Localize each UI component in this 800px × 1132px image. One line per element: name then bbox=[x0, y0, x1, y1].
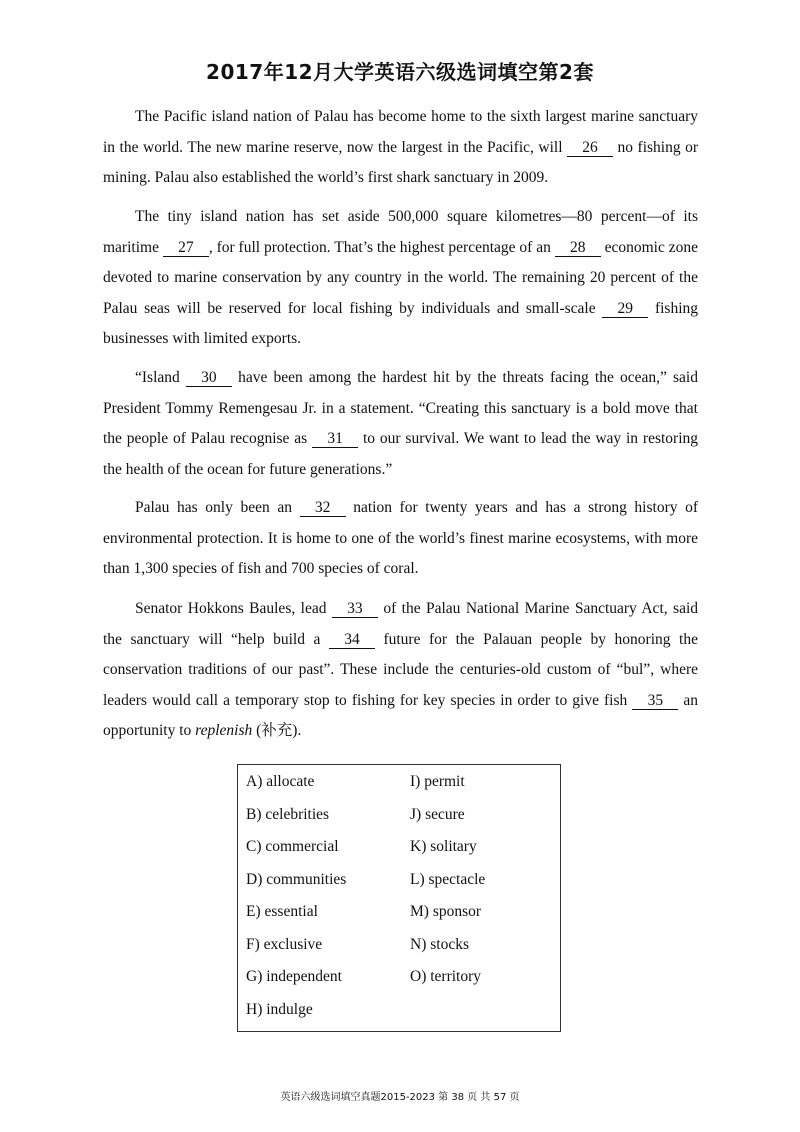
paragraph-1 bbox=[103, 102, 698, 194]
paragraph-3 bbox=[103, 363, 698, 485]
option-a: A) allocate bbox=[246, 773, 315, 790]
blank-28: 28 bbox=[555, 240, 601, 257]
blank-29: 29 bbox=[602, 301, 648, 318]
paragraph-5 bbox=[103, 594, 698, 747]
text: , for full protection. That’s the highest percentage of an bbox=[208, 238, 551, 256]
option-i: I) permit bbox=[410, 773, 465, 790]
blank-27: 27 bbox=[163, 240, 209, 257]
page-title: 2017年12月大学英语六级选词填空第2套 bbox=[206, 60, 594, 84]
option-j: J) secure bbox=[410, 806, 465, 823]
text: “Island bbox=[135, 369, 180, 386]
text: an opportunity to bbox=[103, 691, 699, 739]
blank-33: 33 bbox=[332, 601, 378, 618]
blank-34: 34 bbox=[329, 632, 375, 649]
option-o: O) territory bbox=[410, 968, 482, 985]
word-bank bbox=[237, 764, 561, 1032]
text: Senator Hokkons Baules, lead bbox=[135, 600, 327, 617]
option-h: H) indulge bbox=[246, 1001, 313, 1018]
text: Palau has only been an bbox=[135, 499, 292, 516]
text: The tiny island nation has set aside 500,000 square kilometres—80 percent—of its maritime bbox=[103, 208, 698, 256]
blank-30: 30 bbox=[186, 370, 232, 387]
text: nation for twenty years and has a strong history of environmental protection. It is home to one of the world’s finest marine ecosystems, with more than 1,300 species of fish and 700 species of coral. bbox=[103, 499, 699, 577]
blank-35: 35 bbox=[632, 693, 678, 710]
text: have been among the hardest hit by the threats facing the ocean,” said President Tommy Remengesau Jr. in a statement. “Creating this sanctuary is a bold move that the people of Palau recognise as bbox=[103, 369, 698, 447]
option-b: B) celebrities bbox=[246, 806, 330, 823]
paragraph-4 bbox=[103, 493, 698, 585]
option-c: C) commercial bbox=[246, 838, 339, 855]
option-n: N) stocks bbox=[410, 936, 469, 953]
text: (补充). bbox=[256, 722, 302, 739]
text: economic zone devoted to marine conservation by any country in the world. The remaining 20 percent of the Palau seas will be reserved for local fishing by individuals and small-scale bbox=[103, 238, 699, 317]
text: to our survival. We want to lead the way in restoring the health of the ocean for future generations.” bbox=[103, 430, 699, 478]
text: future for the Palauan people by honoring the conservation traditions of our past”. These include the centuries-old custom of “bul”, where leaders would call a temporary stop to fishing for key species in order to give fish bbox=[103, 630, 698, 709]
option-d: D) communities bbox=[246, 871, 347, 888]
option-k: K) solitary bbox=[410, 838, 477, 855]
option-g: G) independent bbox=[246, 968, 342, 985]
option-m: M) sponsor bbox=[410, 903, 482, 920]
option-l: L) spectacle bbox=[410, 871, 486, 888]
text: The Pacific island nation of Palau has become home to the sixth largest marine sanctuary in the world. The new marine reserve, now the largest in the Pacific, will bbox=[103, 108, 698, 156]
blank-31: 31 bbox=[312, 431, 358, 448]
paragraph-2 bbox=[103, 202, 698, 355]
page-footer: 英语六级选词填空真题2015-2023 第 38 页 共 57 页 bbox=[280, 1092, 520, 1103]
blank-32: 32 bbox=[300, 500, 346, 517]
text: fishing businesses with limited exports. bbox=[103, 299, 699, 347]
italic-word: replenish bbox=[195, 722, 253, 739]
text: of the Palau National Marine Sanctuary Act, said the sanctuary will “help build a bbox=[103, 600, 699, 648]
text: no fishing or mining. Palau also established the world’s first shark sanctuary in 2009. bbox=[103, 138, 699, 186]
blank-26: 26 bbox=[567, 140, 613, 157]
option-e: E) essential bbox=[246, 903, 318, 920]
option-f: F) exclusive bbox=[246, 936, 323, 953]
